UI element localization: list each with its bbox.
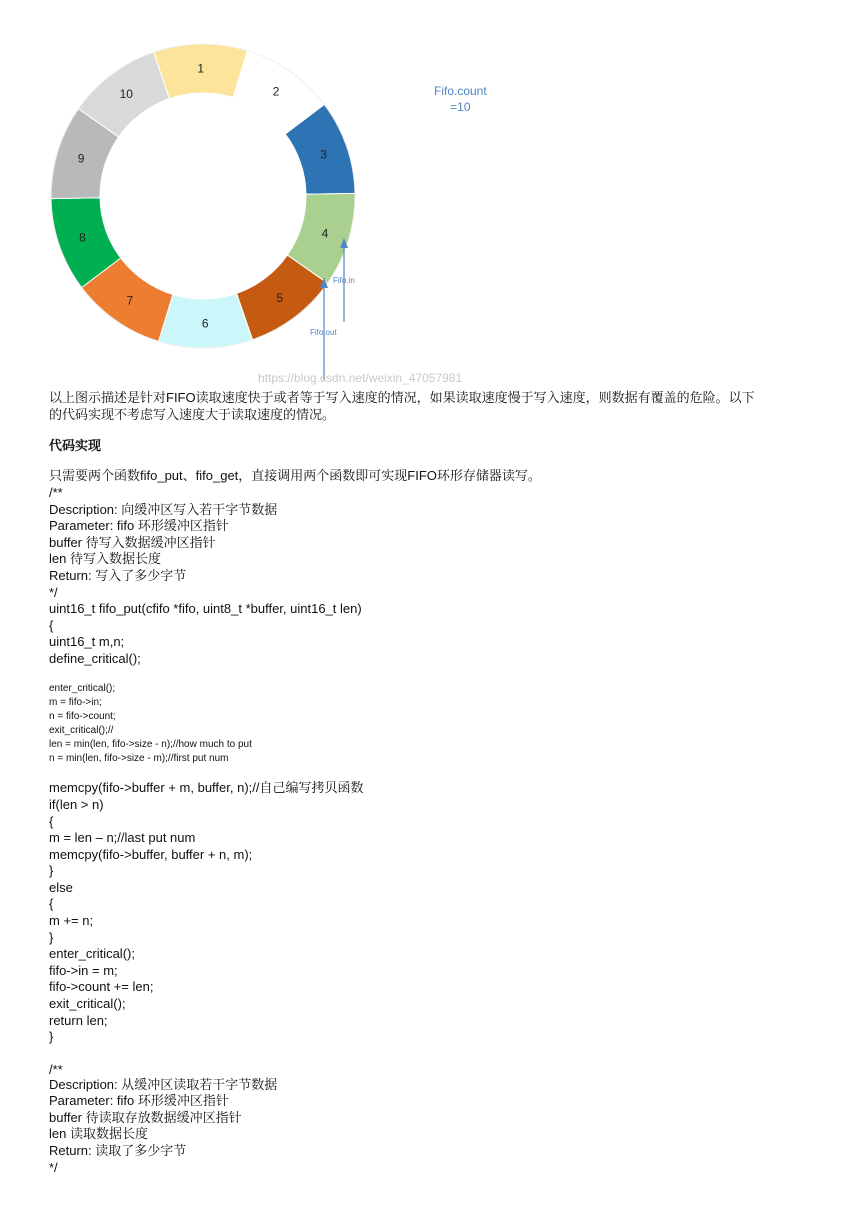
intro-line-1: 以上图示描述是针对FIFO读取速度快于或者等于写入速度的情况，如果读取速度慢于写入速度，则数据有覆盖的危险。以下: [49, 390, 755, 405]
text-line: */: [49, 1160, 58, 1175]
text-line: buffer 待写入数据缓冲区指针: [49, 535, 216, 550]
text-line: /**: [49, 1062, 63, 1077]
text-line: m = len – n;//last put num: [49, 830, 196, 845]
fifo-count-label: [434, 83, 487, 115]
text-line: enter_critical();: [49, 946, 135, 961]
ring-segment-label: 8: [79, 230, 86, 245]
text-line: exit_critical();: [49, 996, 126, 1011]
ring-segment-label: 5: [276, 290, 284, 305]
small-code-line: len = min(len, fifo->size - n);//how much to put: [49, 739, 252, 750]
text-line: if(len > n): [49, 797, 104, 812]
ring-segment-label: 1: [197, 61, 205, 76]
ring-buffer: [51, 44, 355, 348]
ring-segment-label: 7: [126, 293, 134, 308]
text-line: len 读取数据长度: [49, 1126, 148, 1141]
fifo-out-label: Fifo.out: [310, 328, 337, 337]
ring-segment-label: 4: [321, 226, 329, 241]
text-line: Parameter: fifo 环形缓冲区指针: [49, 518, 229, 533]
text-line: Description: 向缓冲区写入若干字节数据: [49, 502, 278, 517]
text-line: fifo->count += len;: [49, 979, 154, 994]
text-line: return len;: [49, 1013, 108, 1028]
small-code-line: exit_critical();//: [49, 725, 114, 736]
fifo-in-label: Fifo.in: [333, 276, 355, 285]
ring-segment-label: 3: [320, 147, 327, 162]
ring-segment-label: 10: [119, 87, 133, 102]
text-line: }: [49, 1029, 54, 1044]
fifo-count-line2: =10: [450, 100, 471, 114]
text-line: memcpy(fifo->buffer + m, buffer, n);//自己编写拷贝函数: [49, 780, 364, 795]
text-line: Return: 读取了多少字节: [49, 1143, 187, 1158]
text-line: {: [49, 618, 54, 633]
text-line: uint16_t fifo_put(cfifo *fifo, uint8_t *buffer, uint16_t len): [49, 601, 362, 616]
text-line: fifo->in = m;: [49, 963, 118, 978]
text-line: /**: [49, 485, 63, 500]
text-line: 只需要两个函数fifo_put、fifo_get，直接调用两个函数即可实现FIFO环形存储器读写。: [49, 468, 541, 483]
small-code-line: enter_critical();: [49, 683, 116, 694]
text-line: m += n;: [49, 913, 94, 928]
section-heading: 代码实现: [49, 438, 102, 453]
small-code-line: n = fifo->count;: [49, 711, 116, 722]
text-line: Description: 从缓冲区读取若干字节数据: [49, 1077, 278, 1092]
ring-segment-label: 2: [272, 84, 280, 99]
text-line: memcpy(fifo->buffer, buffer + n, m);: [49, 847, 253, 862]
small-code-line: m = fifo->in;: [49, 697, 102, 708]
fifo-count-line1: Fifo.count: [434, 84, 487, 98]
small-code-line: n = min(len, fifo->size - m);//first put num: [49, 753, 229, 764]
intro-line-2: 的代码实现不考虑写入速度大于读取速度的情况。: [49, 407, 336, 422]
text-line: Parameter: fifo 环形缓冲区指针: [49, 1093, 229, 1108]
text-line: else: [49, 880, 73, 895]
text-line: define_critical();: [49, 651, 141, 666]
watermark: https://blog.csdn.net/weixin_47057981: [258, 371, 463, 385]
text-line: }: [49, 930, 54, 945]
text-line: Return: 写入了多少字节: [49, 568, 187, 583]
ring-segment-label: 6: [201, 316, 209, 331]
fifo-ring-diagram: [0, 0, 868, 390]
text-line: len 待写入数据长度: [49, 551, 161, 566]
text-line: }: [49, 863, 54, 878]
ring-segment-label: 9: [77, 151, 85, 166]
text-line: uint16_t m,n;: [49, 634, 125, 649]
text-line: {: [49, 896, 54, 911]
text-line: buffer 待读取存放数据缓冲区指针: [49, 1110, 242, 1125]
text-line: {: [49, 814, 54, 829]
text-line: */: [49, 585, 58, 600]
